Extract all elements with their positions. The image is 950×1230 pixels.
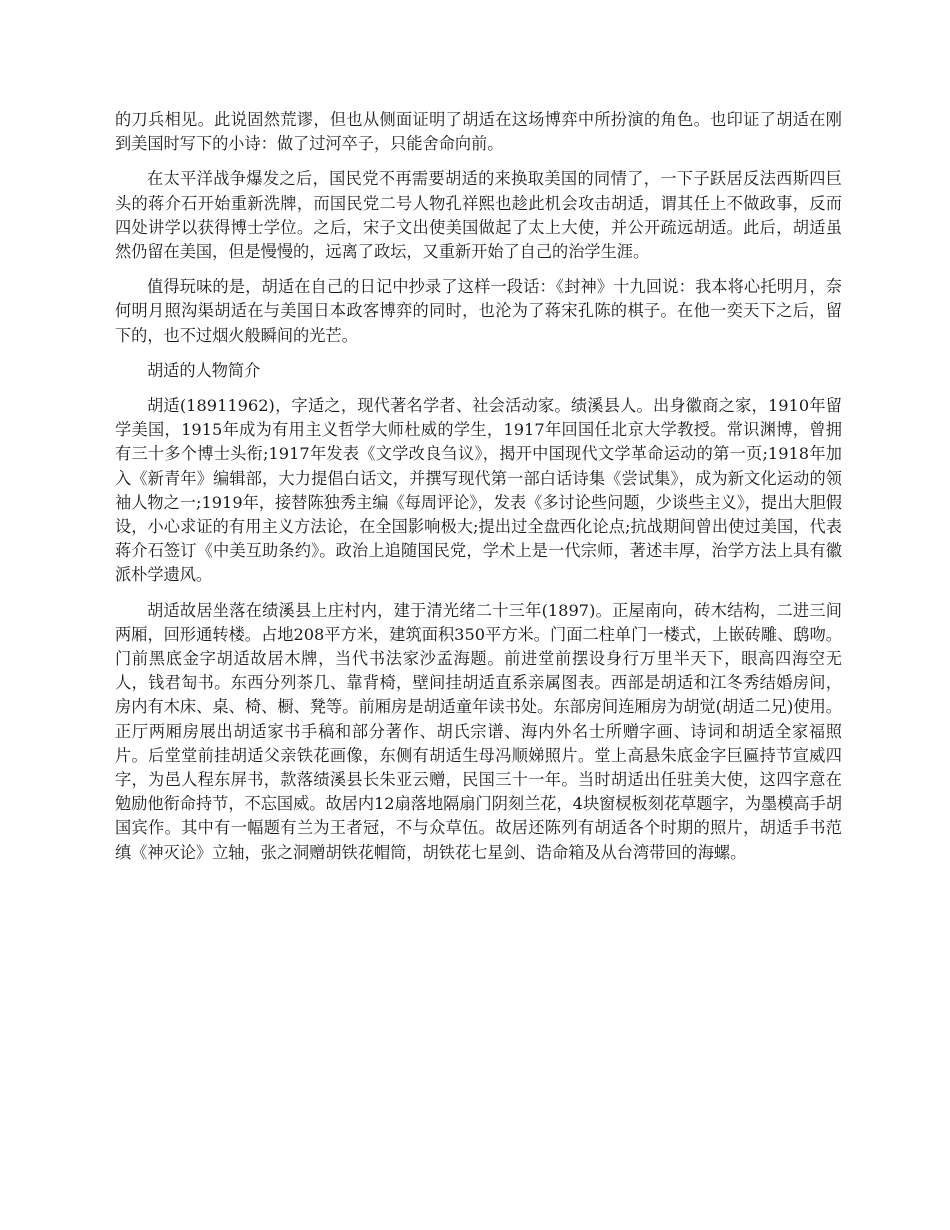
paragraph-diary-quote: 值得玩味的是，胡适在自己的日记中抄录了这样一段话：《封神》十九回说：我本将心托明月，奈何明月照沟渠胡适在与美国日本政客博弈的同时，也沦为了蒋宋孔陈的棋子。在他一奕天下之后，留下的，也不过烟火般瞬间的光芒。 xyxy=(115,277,842,345)
paragraph-pacific-war: 在太平洋战争爆发之后，国民党不再需要胡适的来换取美国的同情了，一下子跃居反法西斯四巨头的蒋介石开始重新洗牌，而国民党二号人物孔祥熙也趁此机会攻击胡适，谓其任上不做政事，反而四处讲学以获得博士学位。之后，宋子文出使美国做起了太上大使，并公开疏远胡适。此后，胡适虽然仍留在美国，但是慢慢的，远离了政坛，又重新开始了自己的治学生涯。 xyxy=(115,169,842,262)
document-body xyxy=(115,108,842,876)
paragraph-former-residence: 胡适故居坐落在绩溪县上庄村内，建于清光绪二十三年(1897)。正屋南向，砖木结构，二进三间两厢，回形通转楼。占地208平方米，建筑面积350平方米。门面二柱单门一楼式，上嵌砖雕、鸱吻。门前黑底金字胡适故居木牌，当代书法家沙孟海题。前进堂前摆设身行万里半天下，眼高四海空无人，钱君匋书。东西分列茶几、靠背椅，壁间挂胡适直系亲属图表。西部是胡适和江冬秀结婚房间，房内有木床、桌、椅、橱、凳等。前厢房是胡适童年读书处。东部房间连厢房为胡觉(胡适二兄)使用。正厅两厢房展出胡适家书手稿和部分著作、胡氏宗谱、海内外名士所赠字画、诗词和胡适全家福照片。后堂堂前挂胡适父亲铁花画像，东侧有胡适生母冯顺娣照片。堂上高悬朱底金字巨匾持节宣威四字，为邑人程东屏书，款落绩溪县长朱亚云赠，民国三十一年。当时胡适出任驻美大使，这四字意在勉励他衔命持节，不忘国威。故居内12扇落地隔扇门阴刻兰花，4块窗棂板刻花草题字，为墨模高手胡国宾作。其中有一幅题有兰为王者冠，不与众草伍。故居还陈列有胡适各个时期的照片，胡适手书范缜《神灭论》立轴，张之洞赠胡铁花帽筒，胡铁花七星剑、诰命箱及从台湾带回的海螺。 xyxy=(115,600,842,862)
section-heading-biography: 胡适的人物简介 xyxy=(147,360,261,380)
paragraph-continuation: 的刀兵相见。此说固然荒谬，但也从侧面证明了胡适在这场博弈中所扮演的角色。也印证了胡适在刚到美国时写下的小诗：做了过河卒子，只能舍命向前。 xyxy=(115,110,842,154)
paragraph-biography: 胡适(18911962)，字适之，现代著名学者、社会活动家。绩溪县人。出身徽商之家，1910年留学美国，1915年成为有用主义哲学大师杜威的学生，1917年回国任北京大学教授。常识渊博，曾拥有三十多个博士头衔;1917年发表《文学改良刍议》，揭开中国现代文学革命运动的第一页;1918年加入《新青年》编辑部，大力提倡白话文，并撰写现代第一部白话诗集《尝试集》，成为新文化运动的领袖人物之一;1919年，接替陈独秀主编《每周评论》，发表《多讨论些问题，少谈些主义》，提出大胆假设，小心求证的有用主义方法论，在全国影响极大;提出过全盘西化论点;抗战期间曾出使过美国，代表蒋介石签订《中美互助条约》。政治上追随国民党，学术上是一代宗师，著述丰厚，治学方法上具有徽派朴学遗风。 xyxy=(115,396,842,585)
